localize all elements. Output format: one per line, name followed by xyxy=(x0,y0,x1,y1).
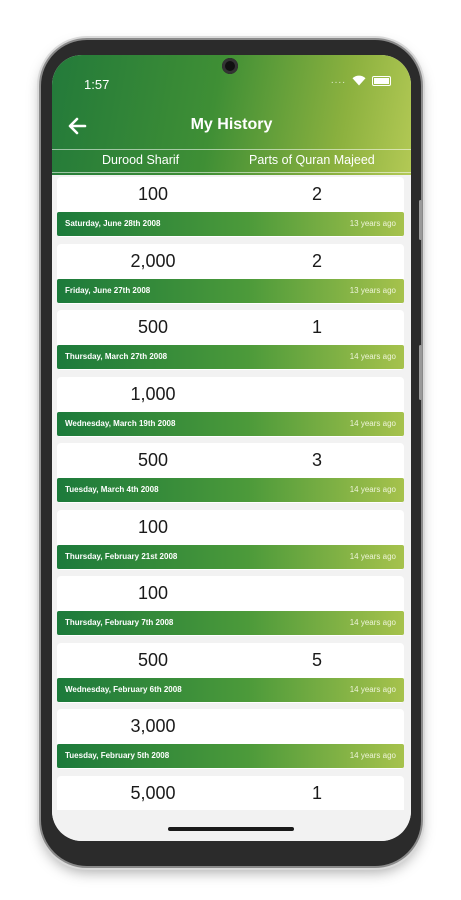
date-bar xyxy=(57,412,404,436)
volume-button xyxy=(419,200,422,240)
date-bar xyxy=(57,345,404,369)
relative-time: 14 years ago xyxy=(349,751,396,760)
app-header xyxy=(52,55,411,175)
relative-time: 14 years ago xyxy=(349,618,396,627)
history-item[interactable] xyxy=(57,709,404,769)
quran-parts-count: 2 xyxy=(311,184,322,204)
app-screen xyxy=(52,55,411,841)
relative-time: 14 years ago xyxy=(349,684,396,694)
history-item[interactable] xyxy=(57,576,404,636)
date-bar xyxy=(57,279,404,303)
entry-date: Friday, June 27th 2008 xyxy=(65,285,151,295)
durood-count: 5,000 xyxy=(130,782,176,803)
durood-count: 2,000 xyxy=(130,250,176,271)
history-item[interactable] xyxy=(57,643,404,703)
durood-count: 100 xyxy=(137,184,169,204)
column-durood-sharif: Durood Sharif xyxy=(102,153,180,167)
history-item[interactable] xyxy=(57,177,404,237)
page-title: My History xyxy=(190,116,273,133)
entry-date: Tuesday, March 4th 2008 xyxy=(65,485,159,494)
durood-count: 1,000 xyxy=(130,383,176,404)
durood-count: 3,000 xyxy=(130,716,176,736)
status-icons xyxy=(331,75,391,86)
date-bar xyxy=(57,545,404,569)
relative-time: 14 years ago xyxy=(349,418,396,428)
home-indicator[interactable] xyxy=(168,827,294,831)
date-bar xyxy=(57,744,404,768)
relative-time: 13 years ago xyxy=(349,219,396,228)
status-time: 1:57 xyxy=(84,77,110,92)
relative-time: 14 years ago xyxy=(349,551,396,561)
entry-date: Wednesday, February 6th 2008 xyxy=(65,684,182,694)
history-item[interactable] xyxy=(57,244,404,304)
quran-parts-count: 5 xyxy=(311,649,322,670)
quran-parts-count: 1 xyxy=(311,317,322,337)
date-bar xyxy=(57,212,404,236)
durood-count: 500 xyxy=(137,649,169,670)
entry-date: Thursday, March 27th 2008 xyxy=(65,352,168,361)
entry-date: Saturday, June 28th 2008 xyxy=(65,219,161,228)
entry-date: Thursday, February 21st 2008 xyxy=(65,551,178,561)
entry-date: Wednesday, March 19th 2008 xyxy=(65,418,176,428)
durood-count: 100 xyxy=(137,583,169,603)
gesture-area xyxy=(52,810,411,841)
wifi-icon xyxy=(352,75,366,86)
relative-time: 14 years ago xyxy=(349,485,396,494)
date-bar xyxy=(57,478,404,502)
history-item[interactable] xyxy=(57,310,404,370)
column-parts-quran: Parts of Quran Majeed xyxy=(249,153,375,167)
relative-time: 14 years ago xyxy=(349,352,396,361)
date-bar xyxy=(57,611,404,635)
entry-date: Thursday, February 7th 2008 xyxy=(65,618,174,627)
entry-date: Tuesday, February 5th 2008 xyxy=(65,751,170,760)
notification-dots: .... xyxy=(330,75,346,86)
quran-parts-count: 2 xyxy=(311,250,322,271)
durood-count: 500 xyxy=(137,450,169,470)
front-camera xyxy=(222,58,238,74)
history-item[interactable] xyxy=(57,377,404,437)
power-button xyxy=(419,345,422,400)
date-bar xyxy=(57,678,404,702)
history-item[interactable] xyxy=(57,510,404,570)
relative-time: 13 years ago xyxy=(349,285,396,295)
quran-parts-count: 3 xyxy=(311,450,322,470)
durood-count: 100 xyxy=(137,516,169,537)
history-item[interactable] xyxy=(57,443,404,503)
quran-parts-count: 1 xyxy=(311,782,322,803)
battery-icon xyxy=(372,76,391,86)
durood-count: 500 xyxy=(137,317,169,337)
column-header xyxy=(52,149,411,173)
